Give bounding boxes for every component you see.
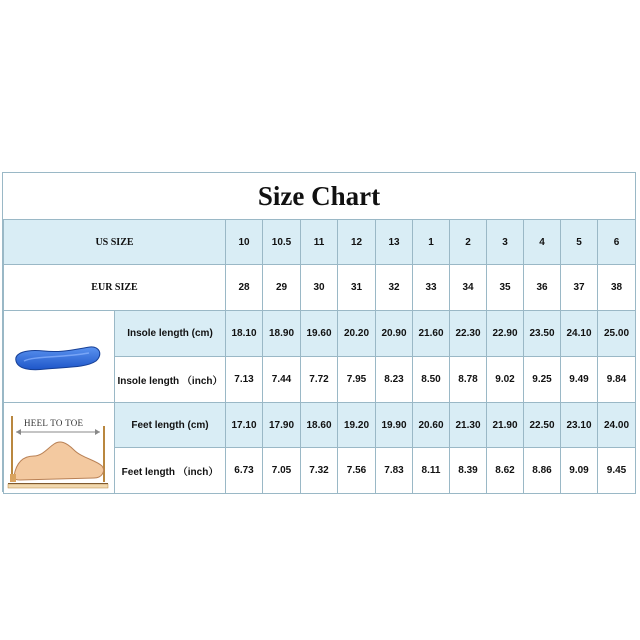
size-cell: 1 <box>413 220 450 265</box>
size-cell: 12 <box>338 220 376 265</box>
size-cell: 20.90 <box>376 311 413 357</box>
size-cell: 7.44 <box>263 357 301 403</box>
size-cell: 24.10 <box>561 311 598 357</box>
chart-title: Size Chart <box>257 180 381 211</box>
size-cell: 22.50 <box>524 403 561 448</box>
feet-inch-label: Feet length （inch） <box>115 448 226 494</box>
size-cell: 32 <box>376 265 413 311</box>
size-cell: 37 <box>561 265 598 311</box>
size-cell: 8.50 <box>413 357 450 403</box>
size-cell: 23.10 <box>561 403 598 448</box>
size-cell: 29 <box>263 265 301 311</box>
size-cell: 8.23 <box>376 357 413 403</box>
size-cell: 8.62 <box>487 448 524 494</box>
measure-table <box>3 310 636 494</box>
feet-cm-row <box>4 403 636 448</box>
heel-to-toe-caption: HEEL TO TOE <box>24 418 84 428</box>
size-cell: 7.83 <box>376 448 413 494</box>
size-cell: 21.60 <box>413 311 450 357</box>
size-cell: 3 <box>487 220 524 265</box>
size-cell: 9.45 <box>598 448 636 494</box>
size-cell: 19.60 <box>301 311 338 357</box>
size-cell: 20.20 <box>338 311 376 357</box>
size-cell: 9.09 <box>561 448 598 494</box>
size-cell: 4 <box>524 220 561 265</box>
size-cell: 10 <box>226 220 263 265</box>
size-cell: 22.90 <box>487 311 524 357</box>
size-cell: 7.72 <box>301 357 338 403</box>
size-cell: 38 <box>598 265 636 311</box>
size-cell: 7.05 <box>263 448 301 494</box>
size-cell: 9.02 <box>487 357 524 403</box>
size-cell: 7.13 <box>226 357 263 403</box>
size-chart <box>2 172 636 492</box>
size-cell: 7.95 <box>338 357 376 403</box>
size-cell: 19.90 <box>376 403 413 448</box>
foot-image-cell <box>4 403 115 494</box>
size-cell: 2 <box>450 220 487 265</box>
size-cell: 9.84 <box>598 357 636 403</box>
size-cell: 18.10 <box>226 311 263 357</box>
size-cell: 11 <box>301 220 338 265</box>
size-cell: 8.86 <box>524 448 561 494</box>
us-size-row <box>4 220 636 265</box>
size-cell: 24.00 <box>598 403 636 448</box>
foot-measure-icon <box>4 404 114 492</box>
insole-cm-row <box>4 311 636 357</box>
size-cell: 35 <box>487 265 524 311</box>
size-cell: 9.49 <box>561 357 598 403</box>
size-cell: 31 <box>338 265 376 311</box>
title-row <box>3 173 635 220</box>
size-cell: 25.00 <box>598 311 636 357</box>
size-cell: 7.32 <box>301 448 338 494</box>
size-cell: 30 <box>301 265 338 311</box>
insole-icon <box>4 311 114 399</box>
size-cell: 33 <box>413 265 450 311</box>
size-table <box>3 219 636 311</box>
size-cell: 28 <box>226 265 263 311</box>
size-cell: 13 <box>376 220 413 265</box>
size-cell: 8.39 <box>450 448 487 494</box>
size-cell: 18.90 <box>263 311 301 357</box>
size-cell: 18.60 <box>301 403 338 448</box>
size-cell: 36 <box>524 265 561 311</box>
size-cell: 23.50 <box>524 311 561 357</box>
size-cell: 20.60 <box>413 403 450 448</box>
size-cell: 17.10 <box>226 403 263 448</box>
size-cell: 9.25 <box>524 357 561 403</box>
size-cell: 34 <box>450 265 487 311</box>
size-cell: 22.30 <box>450 311 487 357</box>
size-cell: 8.78 <box>450 357 487 403</box>
size-cell: 8.11 <box>413 448 450 494</box>
size-cell: 21.90 <box>487 403 524 448</box>
size-cell: 10.5 <box>263 220 301 265</box>
insole-cm-label: Insole length (cm) <box>115 311 226 357</box>
insole-image-cell <box>4 311 115 403</box>
size-cell: 6 <box>598 220 636 265</box>
eur-size-label: EUR SIZE <box>4 265 226 311</box>
size-cell: 21.30 <box>450 403 487 448</box>
size-cell: 17.90 <box>263 403 301 448</box>
eur-size-row <box>4 265 636 311</box>
size-cell: 19.20 <box>338 403 376 448</box>
size-cell: 6.73 <box>226 448 263 494</box>
foot-illustration <box>4 404 114 492</box>
size-cell: 7.56 <box>338 448 376 494</box>
insole-inch-label: Insole length （inch） <box>115 357 226 403</box>
feet-cm-label: Feet length (cm) <box>115 403 226 448</box>
us-size-label: US SIZE <box>4 220 226 265</box>
size-cell: 5 <box>561 220 598 265</box>
